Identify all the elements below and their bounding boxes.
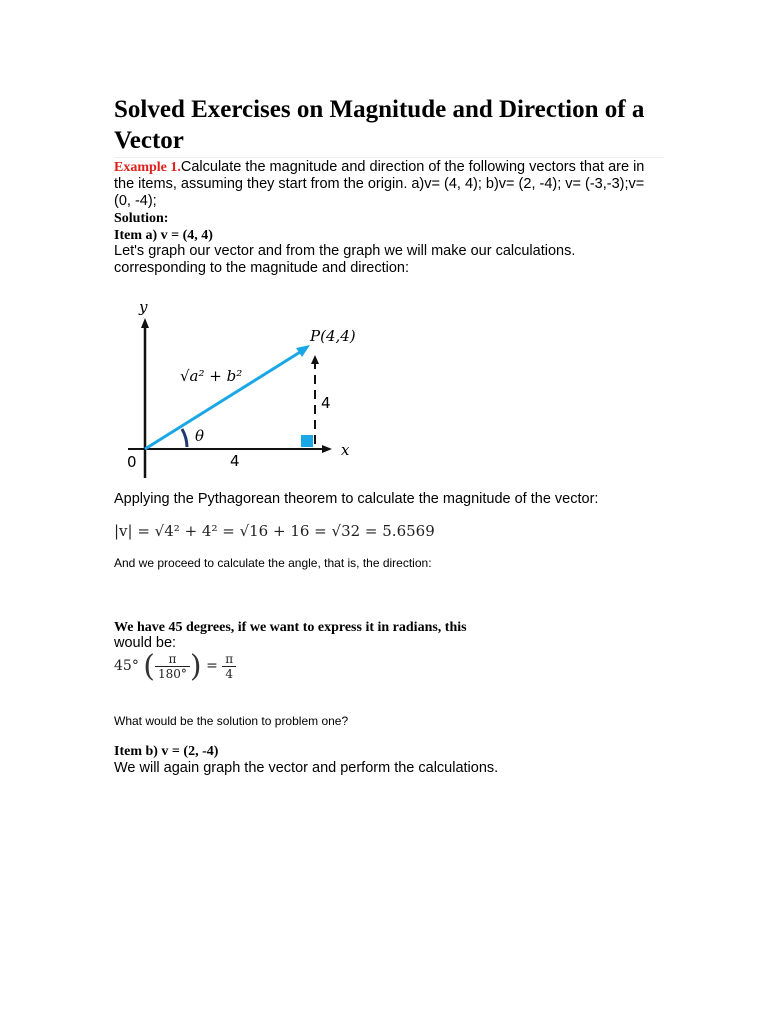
theta-label: θ xyxy=(195,427,205,445)
conversion-numerator: π xyxy=(168,652,177,666)
vector-arrowhead xyxy=(296,345,310,357)
item-a-label: Item a) v = (4, 4) xyxy=(114,228,213,243)
angle-arc xyxy=(182,429,187,447)
left-paren: ( xyxy=(143,649,155,684)
origin-label: 0 xyxy=(127,453,137,471)
angle-text: And we proceed to calculate the angle, that is, the direction: xyxy=(114,556,432,570)
base-label: 4 xyxy=(230,452,240,470)
radian-formula xyxy=(114,649,654,688)
example-label: Example 1. xyxy=(114,160,181,175)
conversion-denominator: 180° xyxy=(155,666,190,681)
point-label: P(4,4) xyxy=(310,327,356,345)
item-a-text: Let's graph our vector and from the graph we will make our calculations. corresponding to the magnitude and direction: xyxy=(114,243,576,276)
x-axis-label: x xyxy=(341,441,350,459)
degrees-rest-text: would be: xyxy=(114,635,177,651)
example-text: Calculate the magnitude and direction of the following vectors that are in the items, assuming they start from the origin. a)v= (4, 4); b)v= (2, -4); v= (-3,-3);v= (0, -4); xyxy=(114,159,645,209)
magnitude-formula: |v| = √4² + 4² = √16 + 16 = √32 = 5.6569 xyxy=(114,522,435,540)
pythagoras-text: Applying the Pythagorean theorem to calculate the magnitude of the vector: xyxy=(114,491,599,507)
solution-label: Solution: xyxy=(114,211,169,226)
height-arrow xyxy=(311,355,319,364)
example-paragraph xyxy=(114,159,654,210)
item-b-text: We will again graph the vector and perform the calculations. xyxy=(114,760,499,776)
height-label: 4 xyxy=(321,394,331,412)
vector-line xyxy=(145,349,305,449)
equals-sign: = xyxy=(206,658,218,674)
x-axis-arrow xyxy=(322,445,332,453)
right-angle-square xyxy=(301,435,313,447)
vector-graph xyxy=(110,292,380,482)
degrees-bold-text: We have 45 degrees, if we want to express it in radians, this xyxy=(114,620,467,635)
result-fraction xyxy=(222,652,236,681)
y-axis-label: y xyxy=(139,298,148,316)
question-text: What would be the solution to problem one? xyxy=(114,714,349,728)
conversion-fraction xyxy=(155,652,190,681)
page-title: Solved Exercises on Magnitude and Direction of a Vector xyxy=(114,96,645,154)
result-denominator: 4 xyxy=(222,666,236,681)
right-paren: ) xyxy=(189,649,202,684)
result-numerator: π xyxy=(225,652,234,666)
y-axis-arrow xyxy=(141,318,149,328)
hypotenuse-label: √a² + b² xyxy=(180,367,243,385)
radian-degrees: 45° xyxy=(114,658,139,674)
item-b-label: Item b) v = (2, -4) xyxy=(114,744,219,759)
divider xyxy=(114,157,664,158)
